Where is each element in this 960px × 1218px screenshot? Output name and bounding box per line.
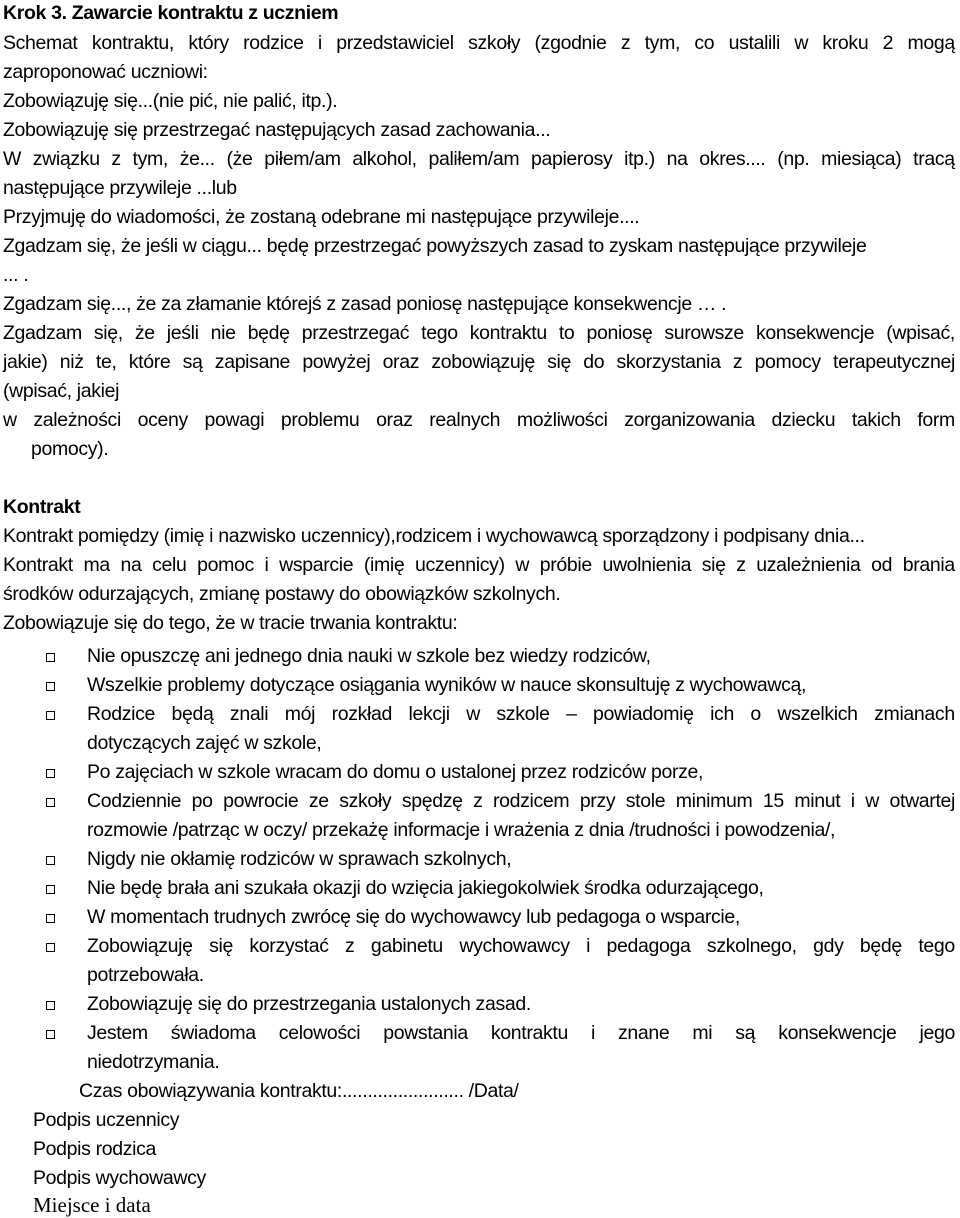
checklist-item: potrzebowała. [87, 964, 204, 986]
checkbox-bullet-icon [46, 653, 55, 662]
intro-line: w zależności oceny powagi problemu oraz realnych możliwości zorganizowania dziecku takich form [3, 409, 955, 431]
contract-validity: Czas obowiązywania kontraktu:........................ /Data/ [79, 1080, 519, 1102]
intro-line: Zobowiązuję się przestrzegać następujących zasad zachowania... [3, 119, 551, 141]
kontrakt-line: środków odurzających, zmianę postawy do obowiązków szkolnych. [3, 583, 561, 605]
intro-line: (wpisać, jakiej [3, 380, 120, 402]
checkbox-bullet-icon [46, 943, 55, 952]
checkbox-bullet-icon [46, 856, 55, 865]
signature-student: Podpis uczennicy [33, 1109, 180, 1131]
checklist-item: dotyczących zajęć w szkole, [87, 732, 322, 754]
kontrakt-line: Zobowiązuje się do tego, że w tracie trwania kontraktu: [3, 612, 458, 634]
checklist-item: Zobowiązuję się do przestrzegania ustalonych zasad. [87, 993, 531, 1015]
checklist-item: Nie będę brała ani szukała okazji do wzięcia jakiegokolwiek środka odurzającego, [87, 877, 764, 899]
kontrakt-line: Kontrakt pomiędzy (imię i nazwisko uczennicy),rodzicem i wychowawcą sporządzony i podpisany dnia... [3, 525, 865, 547]
checklist-item: Codziennie po powrocie ze szkoły spędzę z rodzicem przy stole minimum 15 minut i w otwartej [87, 790, 955, 812]
checklist-item: Wszelkie problemy dotyczące osiągania wyników w nauce skonsultuję z wychowawcą, [87, 674, 807, 696]
checkbox-bullet-icon [46, 682, 55, 691]
signature-teacher: Podpis wychowawcy [33, 1167, 206, 1189]
checkbox-bullet-icon [46, 711, 55, 720]
checklist-item: rozmowie /patrząc w oczy/ przekażę informacje i wrażenia z dnia /trudności i powodzenia/, [87, 819, 836, 841]
checkbox-bullet-icon [46, 1001, 55, 1010]
intro-line: jakie) niż te, które są zapisane powyżej oraz zobowiązuję się do skorzystania z pomocy terapeutycznej [3, 351, 955, 373]
checkbox-bullet-icon [46, 885, 55, 894]
intro-line: Schemat kontraktu, który rodzice i przedstawiciel szkoły (zgodnie z tym, co ustalili w kroku 2 mogą [3, 32, 955, 54]
intro-line: Zgadzam się..., że za złamanie którejś z zasad poniosę następujące konsekwencje … . [3, 293, 727, 315]
intro-line: Zgadzam się, że jeśli nie będę przestrzegać tego kontraktu to poniosę surowsze konsekwencje (wpisać, [3, 322, 955, 344]
intro-line: Zgadzam się, że jeśli w ciągu... będę przestrzegać powyższych zasad to zyskam następujące przywileje [3, 235, 867, 257]
intro-line: zaproponować uczniowi: [3, 61, 208, 83]
checklist-item: niedotrzymania. [87, 1051, 220, 1073]
checklist-item: Zobowiązuję się korzystać z gabinetu wychowawcy i pedagoga szkolnego, gdy będę tego [87, 935, 955, 957]
checkbox-bullet-icon [46, 914, 55, 923]
checkbox-bullet-icon [46, 798, 55, 807]
checklist-item: W momentach trudnych zwrócę się do wychowawcy lub pedagoga o wsparcie, [87, 906, 740, 928]
checklist-item: Nie opuszczę ani jednego dnia nauki w szkole bez wiedzy rodziców, [87, 645, 651, 667]
checklist-item: Nigdy nie okłamię rodziców w sprawach szkolnych, [87, 848, 512, 870]
checklist-item: Po zajęciach w szkole wracam do domu o ustalonej przez rodziców porze, [87, 761, 704, 783]
signature-parent: Podpis rodzica [33, 1138, 157, 1160]
intro-line: następujące przywileje ...lub [3, 177, 237, 199]
intro-line: ... . [3, 264, 29, 286]
checkbox-bullet-icon [46, 769, 55, 778]
checkbox-bullet-icon [46, 1030, 55, 1039]
intro-line: pomocy). [31, 438, 109, 460]
checklist-item: Rodzice będą znali mój rozkład lekcji w szkole – powiadomię ich o wszelkich zmianach [87, 703, 955, 725]
checklist-item: Jestem świadoma celowości powstania kontraktu i znane mi są konsekwencje jego [87, 1022, 955, 1044]
step-heading: Krok 3. Zawarcie kontraktu z uczniem [3, 2, 339, 24]
intro-line: Przyjmuję do wiadomości, że zostaną odebrane mi następujące przywileje.... [3, 206, 640, 228]
intro-line: Zobowiązuję się...(nie pić, nie palić, itp.). [3, 90, 338, 112]
place-and-date: Miejsce i data [33, 1193, 151, 1217]
kontrakt-line: Kontrakt ma na celu pomoc i wsparcie (imię uczennicy) w próbie uwolnienia się z uzależnienia od brania [3, 554, 955, 576]
kontrakt-heading: Kontrakt [3, 496, 81, 518]
intro-line: W związku z tym, że... (że piłem/am alkohol, paliłem/am papierosy itp.) na okres.... (np. miesiąca) tracą [3, 148, 955, 170]
